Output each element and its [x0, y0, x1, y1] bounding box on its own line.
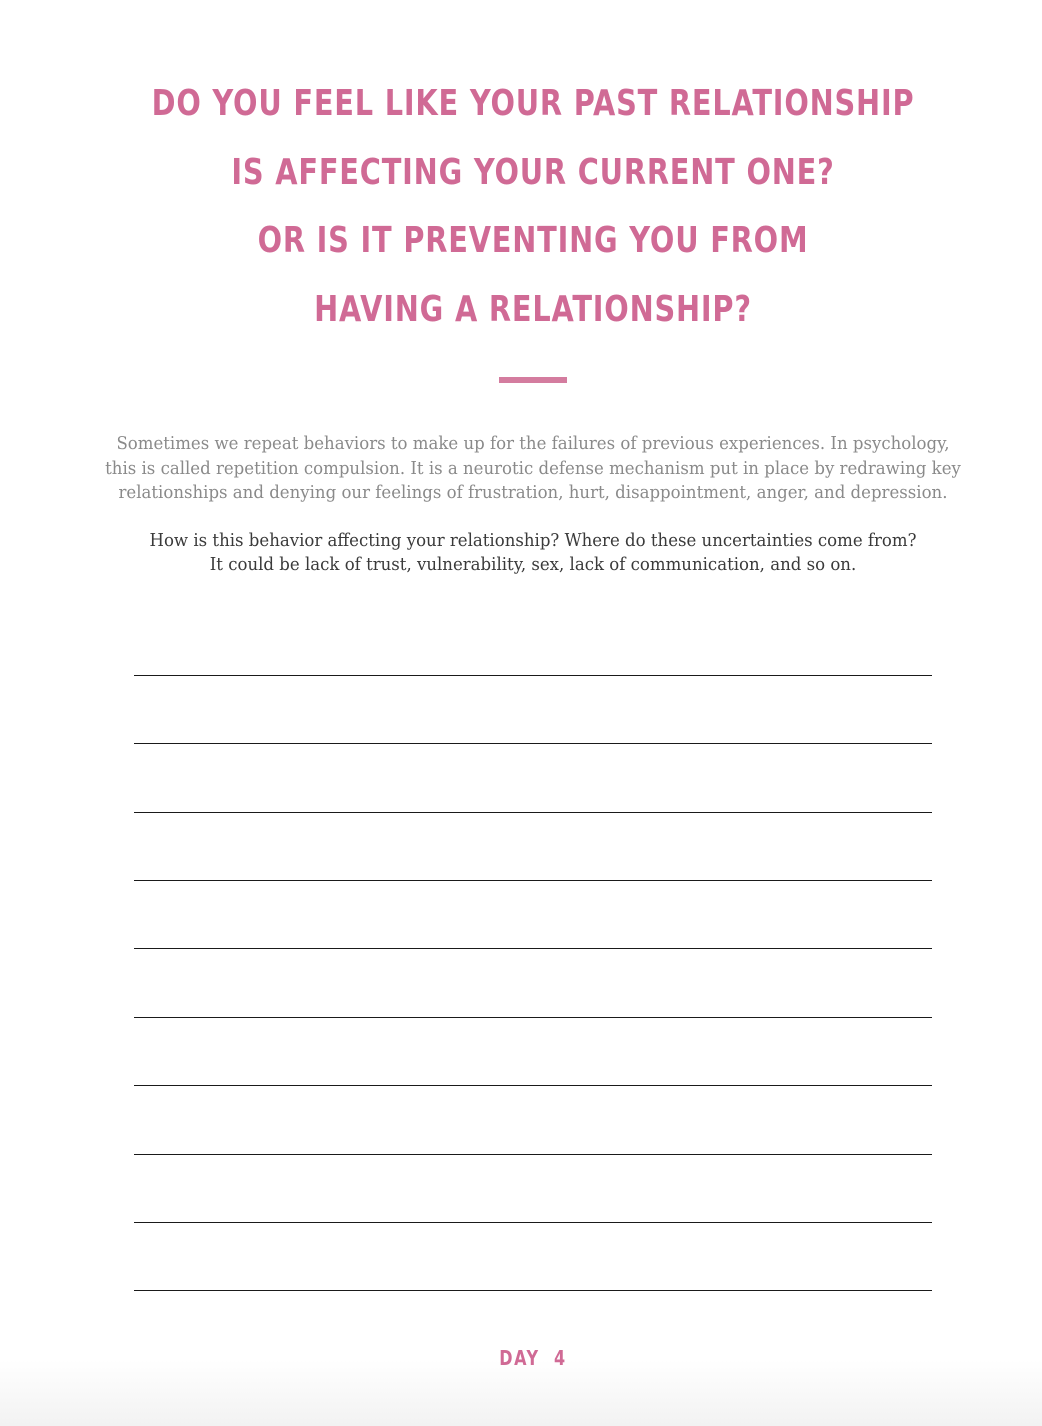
question-line-2: It could be lack of trust, vulnerability, sex, lack of communication, and so on. [209, 554, 857, 575]
page-title-line-1: DO YOU FEEL LIKE YOUR PAST RELATIONSHIP [151, 83, 915, 124]
writing-line-5[interactable] [134, 948, 932, 949]
question-line-1: How is this behavior affecting your relationship? Where do these uncertainties come from? [149, 530, 917, 551]
writing-line-7[interactable] [134, 1085, 932, 1086]
writing-line-10[interactable] [134, 1290, 932, 1291]
writing-line-3[interactable] [134, 812, 932, 813]
writing-line-4[interactable] [134, 880, 932, 881]
page-title-line-4: HAVING A RELATIONSHIP? [314, 289, 752, 330]
intro-paragraph-line-1: Sometimes we repeat behaviors to make up for the failures of previous experiences. In psychology, [116, 433, 950, 454]
intro-paragraph-line-3: relationships and denying our feelings of frustration, hurt, disappointment, anger, and depression. [118, 482, 948, 503]
day-label: DAY 4 [499, 1346, 567, 1370]
writing-line-1[interactable] [134, 675, 932, 676]
writing-area[interactable] [134, 0, 932, 1300]
intro-paragraph-line-2: this is called repetition compulsion. It is a neurotic defense mechanism put in place by redrawing key [105, 457, 961, 479]
writing-line-6[interactable] [134, 1017, 932, 1018]
page-title-line-3: OR IS IT PREVENTING YOU FROM [257, 220, 809, 261]
page-title-line-2: IS AFFECTING YOUR CURRENT ONE? [231, 152, 835, 193]
writing-line-9[interactable] [134, 1222, 932, 1223]
writing-line-2[interactable] [134, 743, 932, 744]
writing-line-8[interactable] [134, 1154, 932, 1155]
